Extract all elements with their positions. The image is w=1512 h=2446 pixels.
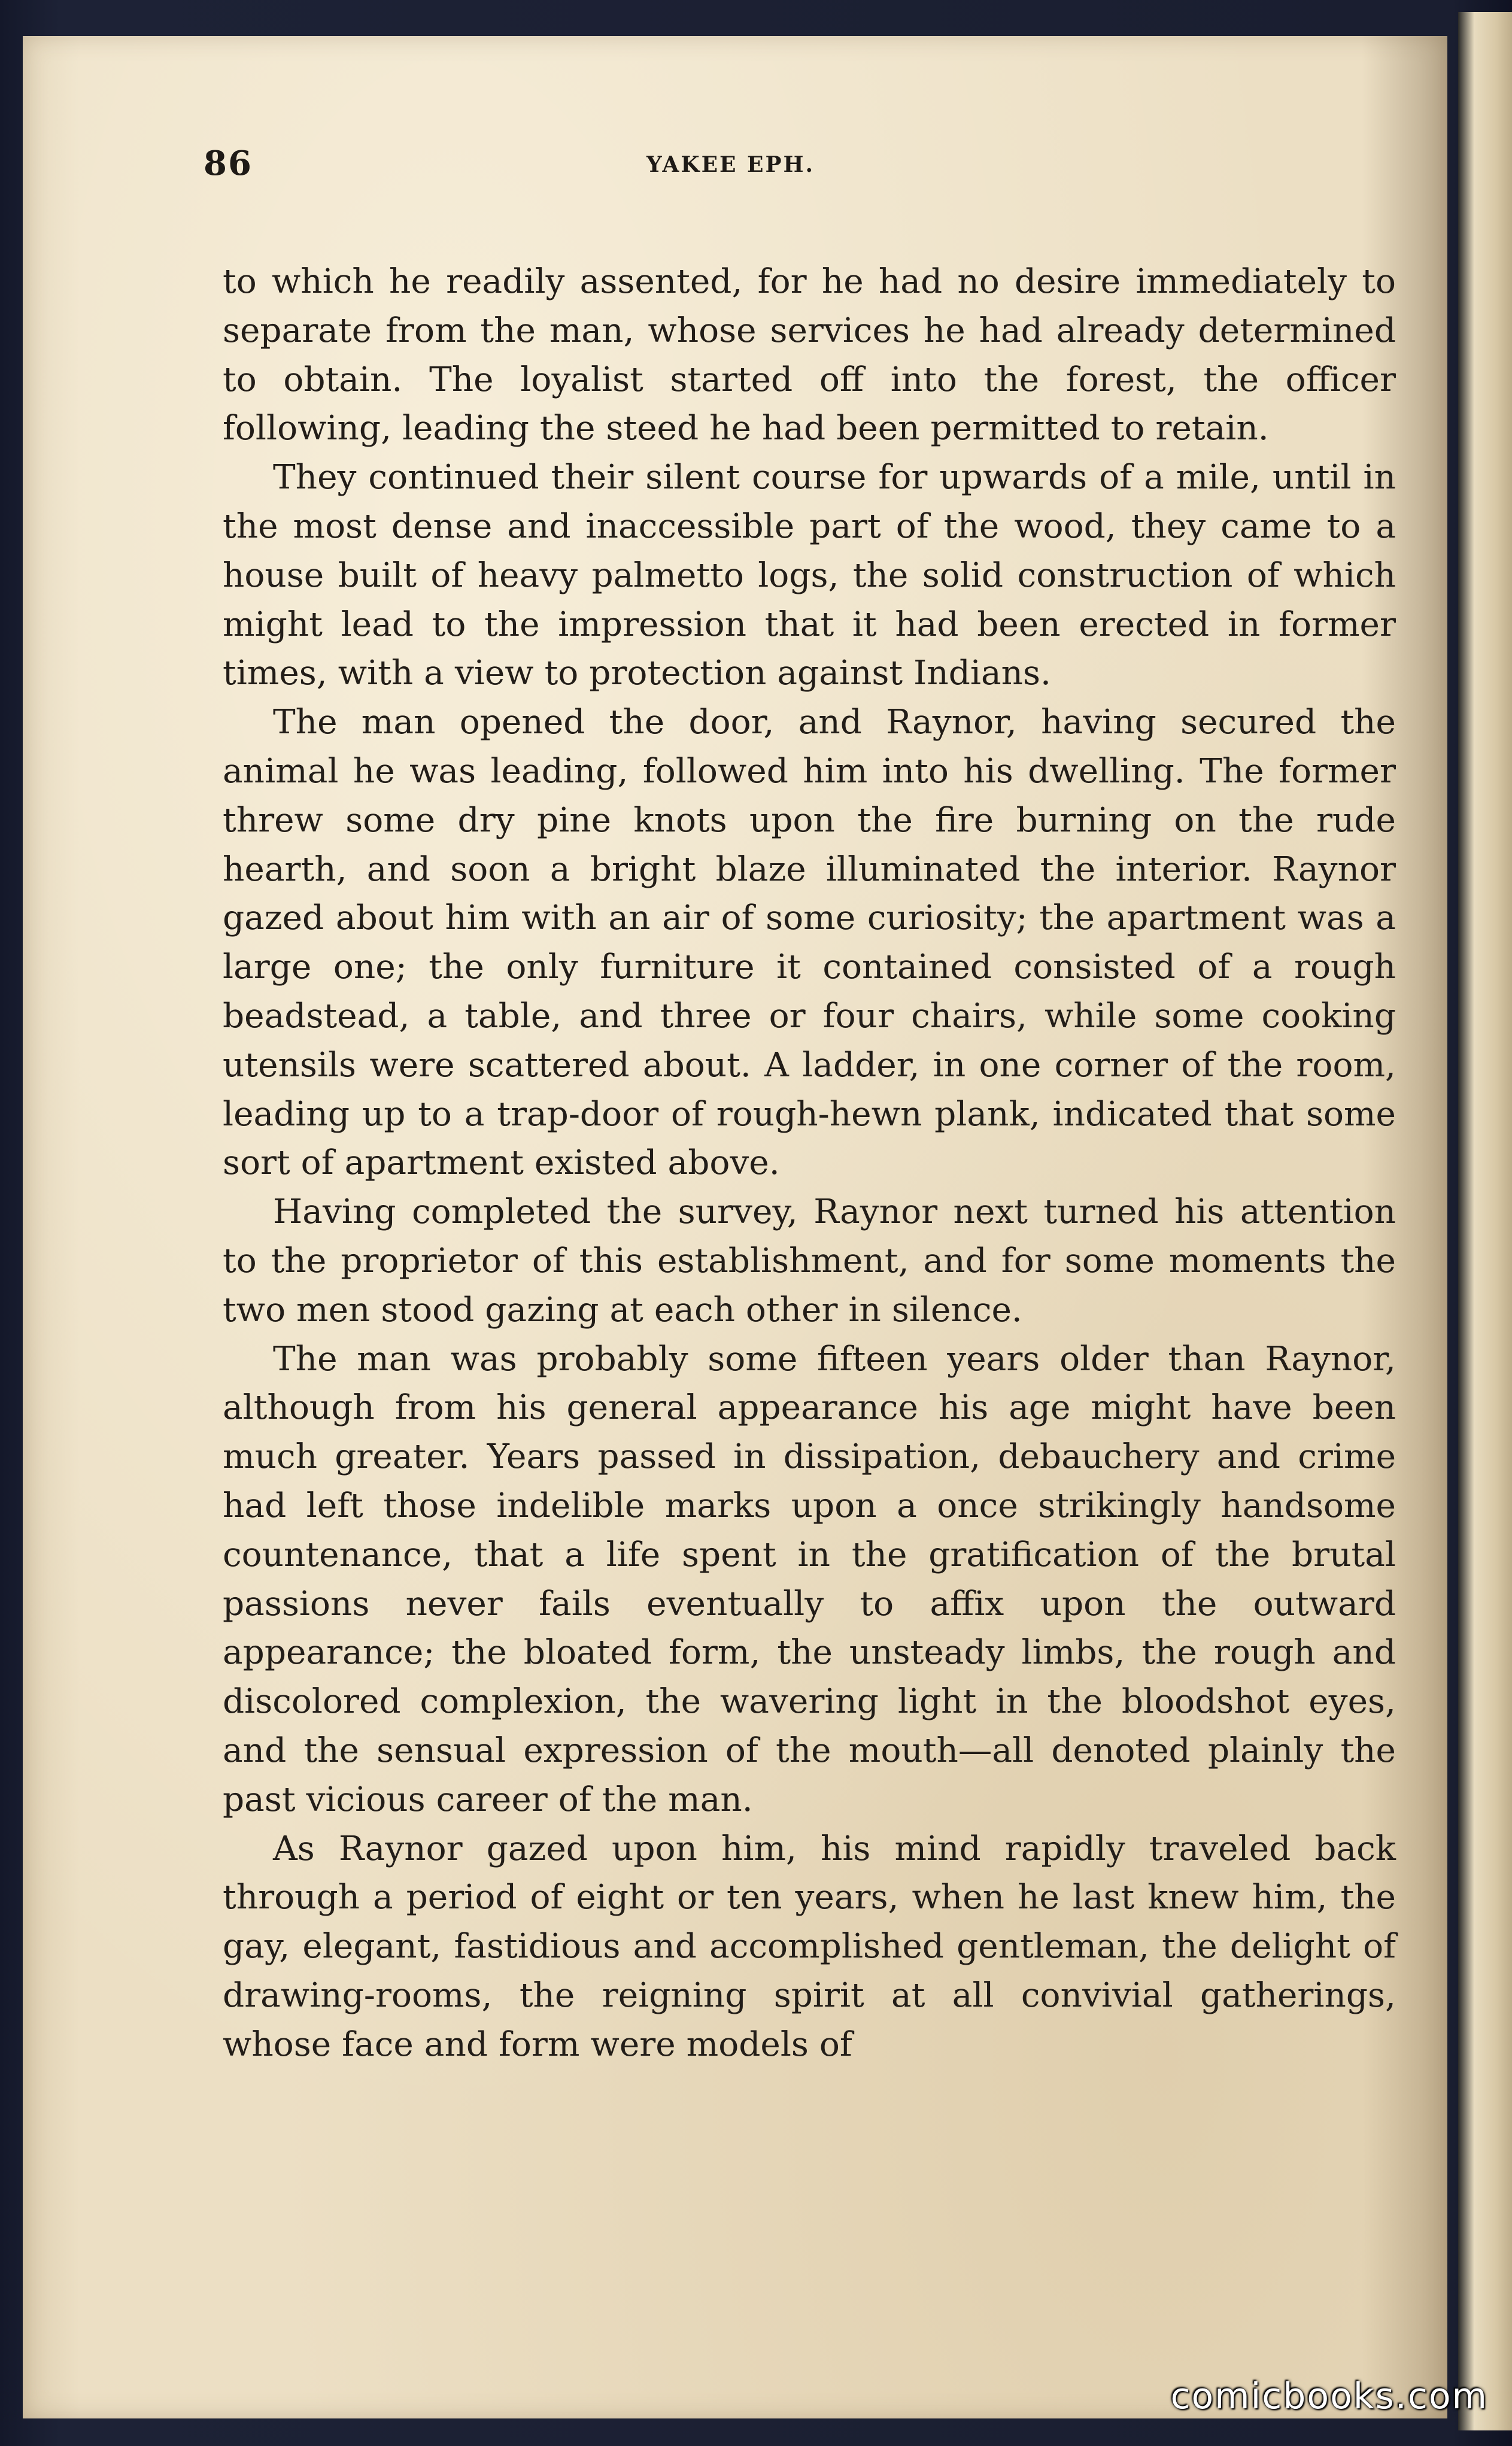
watermark-logo: comicbooks.com [1170, 2375, 1488, 2417]
page-number: 86 [204, 144, 253, 183]
running-head: YAKEE EPH. [646, 152, 815, 177]
paragraph: The man was probably some fifteen years older than Raynor, although from his general appearance his age might have been much greater. Years passed in dissipation, debauchery and crime had left those indelible marks upon a once strikingly handsome countenance, that a life spent in the gratification of the brutal passions never fails eventually to affix upon the outward appearance; the bloated form, the unsteady limbs, the rough and discolored complexion, the wavering light in the bloodshot eyes, and the sensual expression of the mouth—all denoted plainly the past vicious career of the man. [223, 1339, 1396, 1819]
facing-page-edge [1458, 12, 1512, 2430]
body-text [223, 257, 1396, 2069]
paragraph: They continued their silent course for upwards of a mile, until in the most dense and inaccessible part of the wood, they came to a house built of heavy palmetto logs, the solid construction of which might lead to the impression that it had been erected in former times, with a view to protection against Indians. [223, 458, 1396, 693]
page-header [204, 120, 1401, 183]
paragraph: As Raynor gazed upon him, his mind rapidly traveled back through a period of eight or ten years, when he last knew him, the gay, elegant, fastidious and accomplished gentleman, the delight of drawing-rooms, the reigning spirit at all convivial gatherings, whose face and form were models of [223, 1829, 1396, 2064]
paragraph: Having completed the survey, Raynor next turned his attention to the proprietor of this establishment, and for some moments the two men stood gazing at each other in silence. [223, 1192, 1396, 1330]
paragraph: to which he readily assented, for he had no desire immediately to separate from the man, whose services he had already determined to obtain. The loyalist started off into the forest, the officer following, leading the steed he had been permitted to retain. [223, 262, 1396, 448]
paragraph: The man opened the door, and Raynor, having secured the animal he was leading, followed him into his dwelling. The former threw some dry pine knots upon the fire burning on the rude hearth, and soon a bright blaze illuminated the interior. Raynor gazed about him with an air of some curiosity; the apartment was a large one; the only furniture it contained consisted of a rough beadstead, a table, and three or four chairs, while some cooking utensils were scattered about. A ladder, in one corner of the room, leading up to a trap-door of rough-hewn plank, indicated that some sort of apartment existed above. [223, 703, 1396, 1183]
